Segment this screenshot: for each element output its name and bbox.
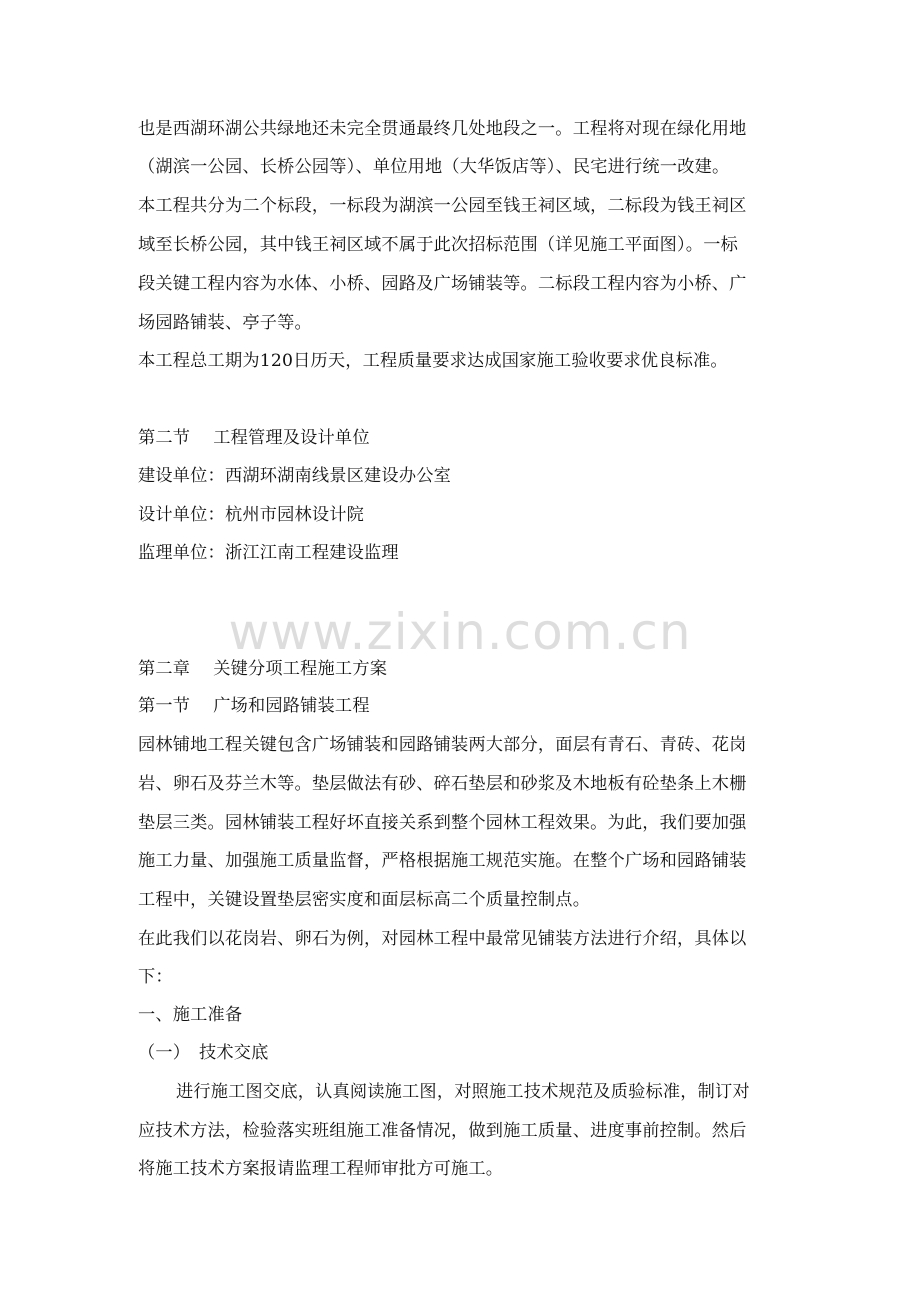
subsubsection-heading: （一） 技术交底 [138,1043,269,1063]
paragraph-line: 进行施工图交底，认真阅读施工图，对照施工技术规范及质验标准，制订对 [176,1082,750,1102]
paragraph-line: 下： [138,967,173,987]
subsection-heading: 一、施工准备 [138,1005,243,1025]
intro-line: 也是西湖环湖公共绿地还未完全贯通最终几处地段之一。工程将对现在绿化用地 [138,119,747,139]
paragraph-line: 工程中，关键设置垫层密实度和面层标高二个质量控制点。 [138,890,591,910]
unit-line: 设计单位：杭州市园林设计院 [138,505,365,525]
watermark: www.zixin.com.cn [228,603,692,661]
unit-line: 监理单位：浙江江南工程建设监理 [138,543,399,563]
intro-line: 域至长桥公园，其中钱王祠区域不属于此次招标范围（详见施工平面图）。一标 [138,235,738,255]
intro-line: 本工程总工期为120日历天，工程质量要求达成国家施工验收要求优良标准。 [138,351,728,371]
intro-line: 本工程共分为二个标段，一标段为湖滨一公园至钱王祠区域，二标段为钱王祠区 [138,196,747,216]
intro-line: 段关键工程内容为水体、小桥、园路及广场铺装等。二标段工程内容为小桥、广 [138,274,747,294]
intro-line: （湖滨一公园、长桥公园等）、单位用地（大华饭店等）、民宅进行统一改建。 [138,157,730,177]
paragraph-line: 施工力量、加强施工质量监督，严格根据施工规范实施。在整个广场和园路铺装 [138,851,747,871]
unit-line: 建设单位：西湖环湖南线景区建设办公室 [138,466,451,486]
chapter-heading: 第二章 关键分项工程施工方案 [138,659,388,679]
section-heading: 第二节 工程管理及设计单位 [138,428,370,448]
paragraph-line: 园林铺地工程关键包含广场铺装和园路铺装两大部分，面层有青石、青砖、花岗 [138,735,747,755]
paragraph-line: 在此我们以花岗岩、卵石为例，对园林工程中最常见铺装方法进行介绍，具体以 [138,929,747,949]
intro-line: 场园路铺装、亭子等。 [138,313,312,333]
section-heading: 第一节 广场和园路铺装工程 [138,696,370,716]
paragraph-line: 应技术方法，检验落实班组施工准备情况，做到施工质量、进度事前控制。然后 [138,1121,747,1141]
paragraph-line: 垫层三类。园林铺装工程好坏直接关系到整个园林工程效果。为此，我们要加强 [138,813,747,833]
paragraph-line: 将施工技术方案报请监理工程师审批方可施工。 [138,1159,504,1179]
paragraph-line: 岩、卵石及芬兰木等。垫层做法有砂、碎石垫层和砂浆及木地板有砼垫条上木栅 [138,774,747,794]
